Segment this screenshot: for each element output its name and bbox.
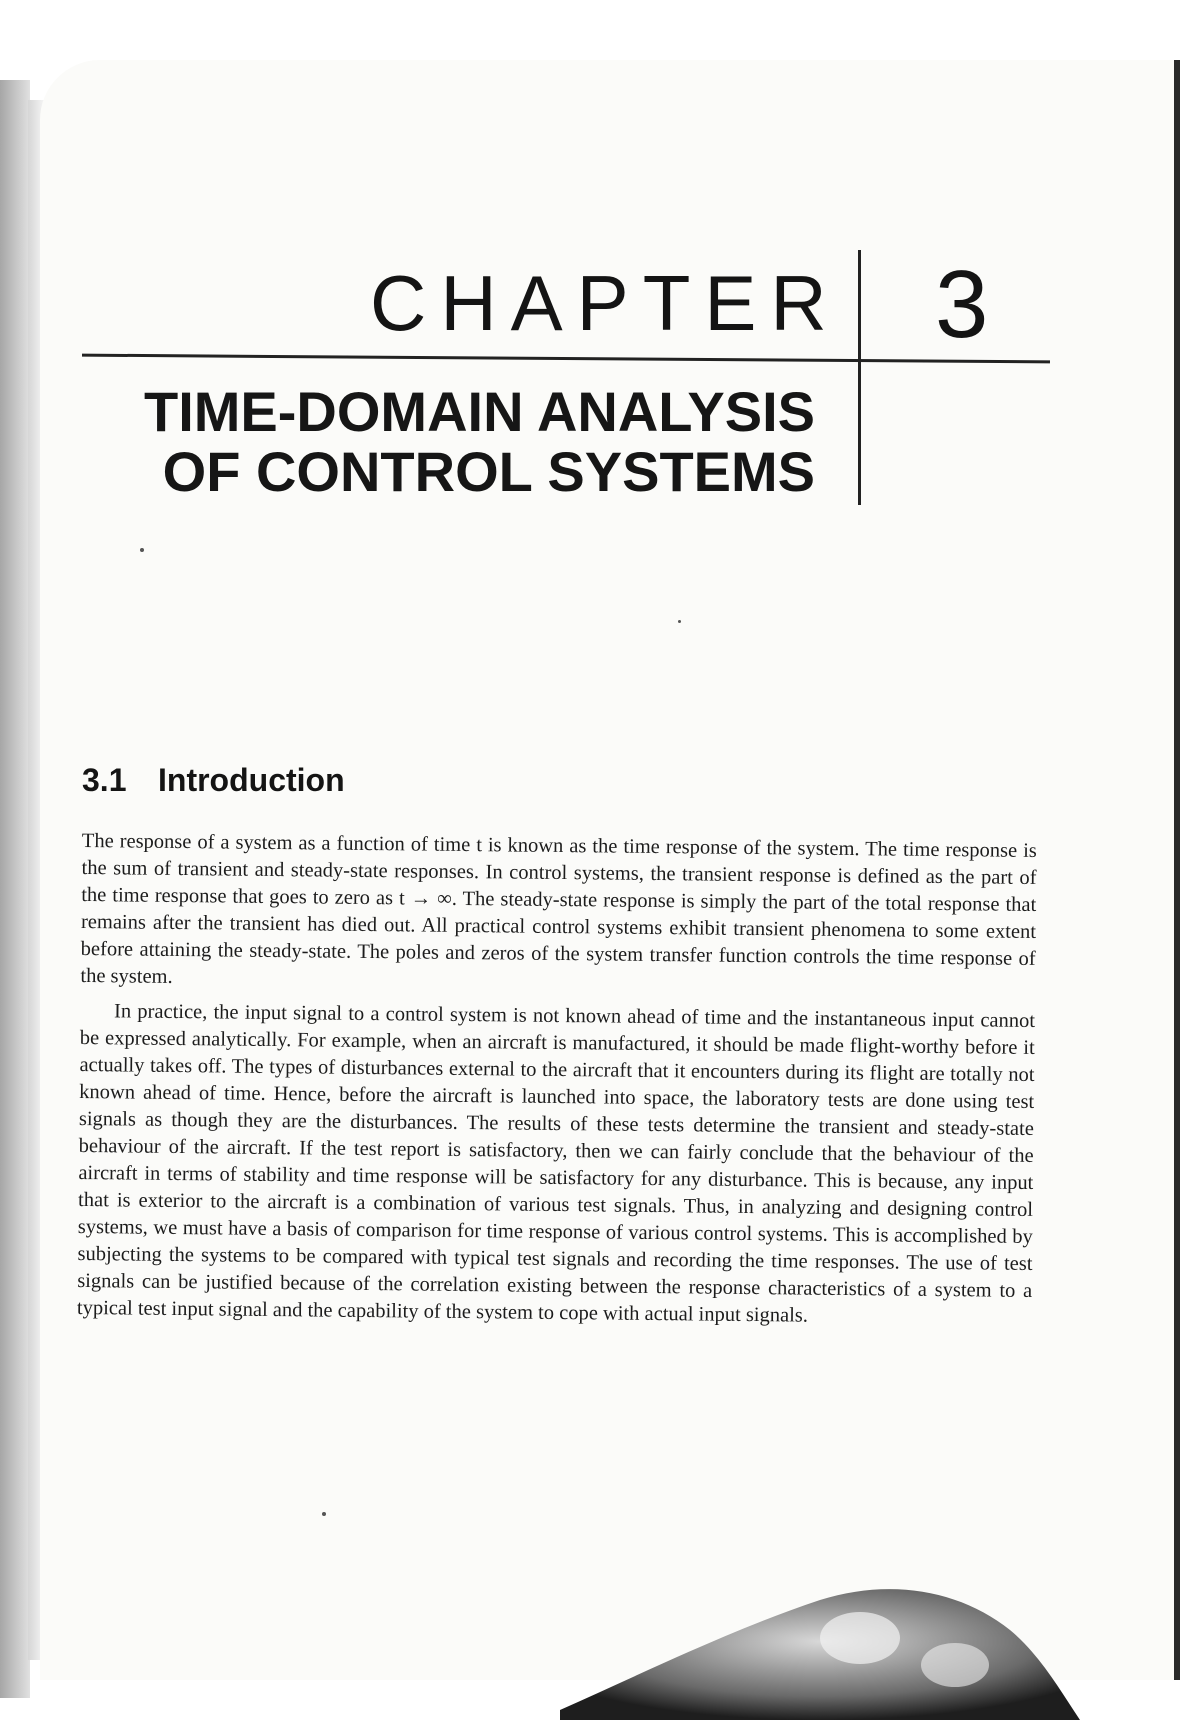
chapter-number: 3 (935, 251, 989, 358)
paragraph-2: In practice, the input signal to a control system is not known ahead of time and the instantaneous input cannot be expressed analytically. For example, when an aircraft is manufactured, it should be made flight-worthy before it actually takes off. The types of disturbances external to the aircraft that it encounters during its flight are totally not known ahead of time. Hence, before the aircraft is launched into space, the laboratory tests are done using test signals as though they are the disturbances. The results of these tests determine the transient and steady-state behaviour of the aircraft. If the test report is satisfactory, then we can fairly conclude that the behaviour of the aircraft in terms of stability and time response will be satisfactory for any disturbance. This is because, any input that is exterior to the aircraft is a combination of various test signals. Thus, in analyzing and designing control systems, we must have a basis of comparison for time response of various control systems. This is accomplished by subjecting the systems to be compared with typical test signals and recording the time responses. The use of test signals can be justified because of the correlation existing between the response characteristics of a system to a typical test input signal and the capability of the system to cope with actual input signals. (76, 1000, 1036, 1327)
chapter-title-line-1: TIME-DOMAIN ANALYSIS (144, 380, 815, 443)
section-number: 3.1 (82, 762, 127, 798)
chapter-label: CHAPTER (370, 259, 841, 347)
scan-speck (678, 620, 681, 623)
chapter-title-line-2: OF CONTROL SYSTEMS (162, 440, 815, 503)
page-binding-shadow (0, 80, 30, 1698)
paragraph-1: The response of a system as a function of time t is known as the time response of the system. The time response is the sum of transient and steady-state responses. In control systems, the transient response is defined as the part of the time response that goes to zero as t → ∞. The steady-state response is simply the part of the total response that remains after the transient has died out. All practical control systems exhibit transient phenomena to some extent before attaining the steady-state. The poles and zeros of the system transfer function controls the time response of the system. (80, 829, 1037, 988)
chapter-vertical-rule (858, 250, 861, 505)
body-text (77, 828, 1037, 1332)
scan-speck (140, 548, 144, 552)
thumb-shadow-image (560, 1560, 1080, 1720)
section-title: Introduction (158, 762, 345, 798)
scan-speck (322, 1512, 326, 1516)
chapter-title (144, 382, 815, 502)
section-heading (82, 762, 345, 799)
